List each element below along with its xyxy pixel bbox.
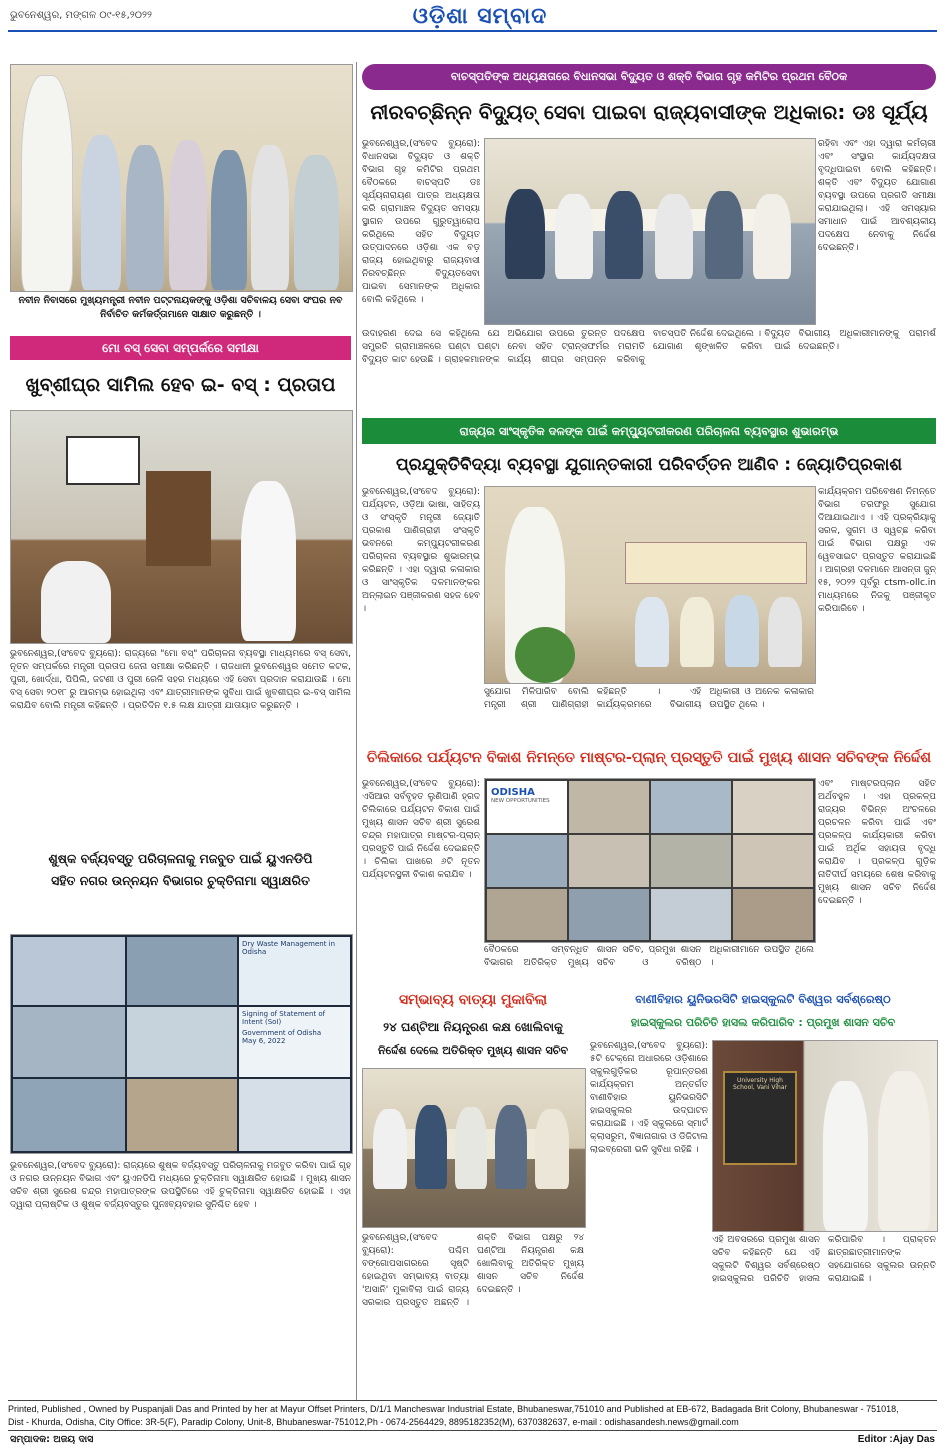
assembly-body-left: ଭୁବନେଶ୍ୱର,(ସଂବେଦ ବ୍ୟୁରୋ): ବିଧାନସଭା ବିଦ୍ୟୁତ ଓ ଶକ୍ତି ବିଭାଗ ଗୃହ କମିଟିର ପ୍ରଥମ ବୈଠକରେ ବାଚସ୍ପତି ଡଃ ସୂର୍ଯ୍ୟନାରାୟଣ ପାତ୍ର ଅଧ୍ୟକ୍ଷତା କରି ଗ୍ରାମାଞ୍ଚଳ ବିଦ୍ୟୁତ ସମସ୍ୟା ସ୍ଥାଗନ ଉପରେ ଗୁରୁତ୍ୱାରୋପ କରିଥିଲେ ସହିତ ବିଦ୍ୟୁତ ଉତ୍ପାଦନରେ ଓଡ଼ିଶା ଏକ ବଡ଼ ରାଜ୍ୟ ହୋଇଥିବାରୁ ରାଜ୍ୟବାସୀ ନିରବଚ୍ଛିନ୍ନ ବିଦ୍ୟୁତସେବା ପାଇବା ସେମାନଙ୍କ ଅଧିକାର ବୋଲି କହିଥିଲେ । [362, 139, 480, 305]
imprint-line-2: Dist - Khurda, Odisha, City Office: 3R-5(F), Paradip Colony, Unit-8, Bhubaneswar-751012,Ph - 0674-2564429, 8895182352(M), 6370382637, e-mail : odishasandesh.news@gmail.com [8, 1417, 739, 1427]
assembly-body-bottom: ଉଦାହରଣ ଦେଇ ସେ କହିଥିଲେ ଯେ ସମ୍ପ୍ରତି ଗ୍ରାମାଞ୍ଚଳରେ ଘଣ୍ଟା ଘଣ୍ଟା ବିଦ୍ୟୁତ କାଟ ହେଉଛି । ଗ୍ରାହକମାନଙ୍କ ଅଭିଯୋଗ ଉପରେ ତୁରନ୍ତ ପଦକ୍ଷେପ ନେବା ସହିତ ଟ୍ରାନ୍ସଫର୍ମର ମରାମତି କାର୍ଯ୍ୟ ଶୀଘ୍ର ସମ୍ପନ୍ନ କରିବାକୁ ବାଚସ୍ପତି ନିର୍ଦ୍ଦେଶ ଦେଇଥିଲେ । ବିଦ୍ୟୁତ ଯୋଗାଣ ଶୃଙ୍ଖଳିତ କରିବା ପାଇଁ ବିଭାଗୀୟ ଅଧିକାରୀମାନଙ୍କୁ ପରାମର୍ଶ ଦେଇଛନ୍ତି। [362, 329, 936, 365]
masthead-rule [8, 30, 937, 32]
school-plaque-text: University High School, Vani Vihar [732, 1077, 787, 1091]
chilika-screen-tagline: NEW OPPORTUNITIES [491, 798, 550, 804]
assembly-body-right: ରହିବା ଏବଂ ଏହା ଦ୍ୱାରା କର୍ମଚାରୀ ଏବଂ ସଂସ୍ଥାର କାର୍ଯ୍ୟଦକ୍ଷତା ବୃଦ୍ଧିପାଇବା ବୋଲି କହିଛନ୍ତି। ଶକ୍ତି ଏବଂ ବିଦ୍ୟୁତ ଯୋଗାଣ ବ୍ୟବସ୍ଥା ଉପରେ ପ୍ରଗତି ସମୀକ୍ଷା କରାଯାଇଥିଲା। ଏହି ସମସ୍ୟାର ସମାଧାନ ପାଇଁ ଆବଶ୍ୟକୀୟ ପଦକ୍ଷେପ ନେବାକୁ ନିର୍ଦ୍ଦେଶ ଦେଇଛନ୍ତି। [818, 139, 936, 253]
chilika-body-right: ଏବଂ ମାଷ୍ଟରପ୍ଲାନ ସହିତ ଅର୍ଥବହୁଳ । ଏହା ପ୍ରକଳ୍ପ ରାଜ୍ୟର ବିଭିନ୍ନ ଅଂଚଳରେ ପ୍ରଚଳନ କରିବା ପାଇଁ ଏବଂ ପ୍ରକଳ୍ପ କାର୍ଯ୍ୟକାରୀ କରିବା ପାଇଁ ଅର୍ଥିକ ସହାୟତା ବୃଦ୍ଧି କରାଯିବ । ପ୍ରକଳ୍ପ ଗୁଡ଼ିକ ନାତିଦୀର୍ଘ ସମୟରେ ଶେଷ କରିବାକୁ ମୁଖ୍ୟ ଶାସନ ସଚିବ ନିର୍ଦ୍ଦେଶ ଦେଇଛନ୍ତି । [818, 779, 936, 906]
culture-body-left: ଭୁବନେଶ୍ୱର,(ସଂବେଦ ବ୍ୟୁରୋ): ପର୍ଯ୍ୟଟନ, ଓଡ଼ିଆ ଭାଷା, ସାହିତ୍ୟ ଓ ସଂସ୍କୃତି ମନ୍ତ୍ରୀ ଜ୍ୟୋତି ପ୍ରକାଶ ପାଣିଗ୍ରାହୀ ସଂସ୍କୃତି ଭବନରେ କମ୍ପ୍ୟୁଟରୀକରଣ ପରିଚାଳନା ବ୍ୟବସ୍ଥାର ଶୁଭାରମ୍ଭ କରିଛନ୍ତି । ଏହା ଦ୍ୱାରା କଳାକାର ଓ ସାଂସ୍କୃତିକ ଦଳମାନଙ୍କର ଅନ୍‌ଲାଇନ ପଞ୍ଜୀକରଣ ସହଜ ହେବ । [362, 487, 480, 614]
culture-headline: ପ୍ରଯୁକ୍ତିବିଦ୍ୟା ବ୍ୟବସ୍ଥା ଯୁଗାନ୍ତକାରୀ ପରିବର୍ତ୍ତନ ଆଣିବ : ଜ୍ୟୋତିପ୍ରକାଶ [395, 455, 902, 475]
editor-odia: ସମ୍ପାଦକ: ଅଜୟ ଦାସ [10, 1434, 94, 1445]
mobus-headline: ଖୁବ୍‌ଶୀଘ୍ର ସାମିଲ ହେବ ଇ- ବସ୍ : ପ୍ରତାପ [25, 374, 336, 396]
assembly-kicker: ବାଚସ୍ପତିଙ୍କ ଅଧ୍ୟକ୍ଷତାରେ ବିଧାନସଭା ବିଦ୍ୟୁତ ଓ ଶକ୍ତି ବିଭାଗ ଗୃହ କମିଟିର ପ୍ରଥମ ବୈଠକ [362, 64, 936, 90]
drywaste-screen-date: May 6, 2022 [242, 1037, 286, 1045]
assembly-meeting-photo [484, 138, 816, 325]
culture-event-photo [484, 486, 816, 684]
cyclone-headline-1: ୨୪ ଘଣ୍ଟିଆ ନିୟନ୍ତ୍ରଣ କକ୍ଷ ଖୋଲିବାକୁ [383, 1020, 563, 1034]
school-headline-1: ବାଣୀବିହାର ୟୁନିଭରସିଟି ହାଇସ୍କୁଲଟି ବିଶ୍ୱର ସର୍ବଶ୍ରେଷ୍ଠ [635, 992, 891, 1006]
drywaste-body: ଭୁବନେଶ୍ୱର,(ସଂବେଦ ବ୍ୟୁରୋ): ରାଜ୍ୟରେ ଶୁଷ୍କ ବର୍ଜ୍ୟବସ୍ତୁ ପରିଚାଳନାକୁ ମଜବୁତ କରିବା ପାଇଁ ଗୃହ ଓ ନଗର ଉନ୍ନୟନ ବିଭାଗ ଏବଂ ୟୁଏନଡିପି ମଧ୍ୟରେ ଚୁକ୍ତିନାମା ସ୍ୱାକ୍ଷରିତ ହୋଇଛି । ମୁଖ୍ୟ ଶାସନ ସଚିବ ଶ୍ରୀ ସୁରେଶ ଚନ୍ଦ୍ର ମହାପାତ୍ରଙ୍କ ଉପସ୍ଥିତିରେ ଏହି ଚୁକ୍ତିନାମା ସ୍ୱାକ୍ଷରିତ ହୋଇଛି । ଏହା ଦ୍ୱାରା ପ୍ଲାଷ୍ଟିକ ଓ ଶୁଷ୍କ ବର୍ଜ୍ୟବସ୍ତୁର ପୁନଃବ୍ୟବହାର ସୁନିଶ୍ଚିତ ହେବ । [10, 1161, 351, 1210]
dateline: ଭୁବନେଶ୍ୱର, ମଙ୍ଗଳ ୦୯-୧୫,୨୦୨୨ [10, 10, 152, 21]
school-body-left: ଭୁବନେଶ୍ୱର,(ସଂବେଦ ବ୍ୟୁରୋ): ୫ଟି ଟେକ୍ନୋ ଅଧାରରେ ଓଡ଼ିଶାରେ ସ୍କୁଲଗୁଡ଼ିକର ରୂପାନ୍ତରଣ କାର୍ଯ୍ୟକ୍ରମ ଅନ୍ତର୍ଗତ ବାଣୀବିହାର ୟୁନିଭରସିଟି ହାଇସ୍କୁଲର ଉଦ୍‌ଘାଟନ କରାଯାଇଛି । ଏହି ସ୍କୁଲରେ ସ୍ମାର୍ଟ କ୍ଲାସରୁମ, ବିଜ୍ଞାନାଗାର ଓ ଡିଜିଟାଲ ଲାଇବ୍ରେରୀ ଭଳି ସୁବିଧା ରହିଛି । [590, 1041, 708, 1155]
school-body-right: ଏହି ଅବସରରେ ପ୍ରମୁଖ ଶାସନ ସଚିବ କହିଛନ୍ତି ଯେ ଏହି ସ୍କୁଲଟି ବିଶ୍ୱର ସର୍ବଶ୍ରେଷ୍ଠ ହାଇସ୍କୁଲର ପରିଚିତି ହାସଲ କରିପାରିବ । ପ୍ରାକ୍ତନ ଛାତ୍ରଛାତ୍ରୀମାନଙ୍କ ସହଯୋଗରେ ସ୍କୁଲର ଉନ୍ନତି କରାଯାଇଛି । [712, 1235, 936, 1284]
cm-photo-caption: ନବୀନ ନିବାସରେ ମୁଖ୍ୟମନ୍ତ୍ରୀ ନବୀନ ପଟ୍ଟନାୟକଙ୍କୁ ଓଡ଼ିଶା ସଚିବାଳୟ ସେବା ସଂଘର ନବ ନିର୍ବାଚିତ କର୍ମକର୍ତ୍ତାମାନେ ସାକ୍ଷାତ କରୁଛନ୍ତି । [18, 295, 343, 320]
drywaste-headline-2: ସହିତ ନଗର ଉନ୍ନୟନ ବିଭାଗର ଚୁକ୍ତିନାମା ସ୍ୱାକ୍ଷରିତ [51, 873, 310, 888]
culture-body-bottom: ସୁଯୋଗ ମିଳିପାରିବ ବୋଲି ମନ୍ତ୍ରୀ ଶ୍ରୀ ପାଣିଗ୍ରାହୀ କହିଛନ୍ତି । ଏହି କାର୍ଯ୍ୟକ୍ରମରେ ବିଭାଗୀୟ ଅଧିକାରୀ ଓ ଅନେକ କଳାକାର ଉପସ୍ଥିତ ଥିଲେ । [484, 687, 814, 710]
drywaste-videocall-photo [10, 934, 353, 1154]
chilika-headline: ଚିଲିକାରେ ପର୍ଯ୍ୟଟନ ବିକାଶ ନିମନ୍ତେ ମାଷ୍ଟର-ପ୍ଲାନ୍ ପ୍ରସ୍ତୁତି ପାଇଁ ମୁଖ୍ୟ ଶାସନ ସଚିବଙ୍କ ନିର୍ଦ୍ଦେଶ [366, 750, 932, 766]
chilika-body-bottom: ବୈଠକରେ ସମ୍ବନ୍ଧିତ ବିଭାଗର ଅତିରିକ୍ତ ମୁଖ୍ୟ ଶାସନ ସଚିବ, ପ୍ରମୁଖ ଶାସନ ସଚିବ ଓ ବରିଷ୍ଠ ଅଧିକାରୀମାନେ ଉପସ୍ଥିତ ଥିଲେ । [484, 945, 814, 968]
imprint-line-1: Printed, Published , Owned by Puspanjali Das and Printed by her at Mayur Offset Printers, D/1/1 Mancheswar Industrial Estate, Bhubaneswar,751010 and Published at EB-672, Badagada Brit Colony, Bhubaneswar - 751018, [8, 1404, 899, 1414]
drywaste-screen-title: Dry Waste Management in Odisha [242, 940, 336, 956]
cm-meeting-photo [10, 64, 353, 292]
mobus-review-photo [10, 410, 353, 644]
drywaste-screen-govt: Government of Odisha [242, 1029, 322, 1037]
cyclone-kicker: ସମ୍ଭାବ୍ୟ ବାତ୍ୟା ମୁକାବିଲା [398, 992, 548, 1008]
editor-english: Editor :Ajay Das [857, 1434, 935, 1445]
drywaste-headline-1: ଶୁଷ୍କ ବର୍ଜ୍ୟବସ୍ତୁ ପରିଚାଳନାକୁ ମଜବୁତ ପାଇଁ ୟୁଏନଡିପି [48, 851, 313, 866]
mobus-body: ଭୁବନେଶ୍ୱର,(ସଂବେଦ ବ୍ୟୁରୋ): ରାଜ୍ୟରେ "ମୋ ବସ୍" ପରିଚାଳନା ବ୍ୟବସ୍ଥା ମାଧ୍ୟମରେ ବସ୍ ସେବା, ନୂତନ ସମ୍ପର୍କରେ ମନ୍ତ୍ରୀ ପ୍ରତାପ ଜେନା ସମୀକ୍ଷା କରିଛନ୍ତି । ରାଜଧାନୀ ଭୁବନେଶ୍ୱର ସମେତ କଟକ, ପୁରୀ, ଖୋର୍ଦ୍ଧା, ପିପିଲି, ଜଟଣୀ ଓ ପୁରୀ ରେଳି ସହର ମଧ୍ୟରେ ଏହି ସେବା ପ୍ରଦାନ କରାଯାଉଛି । ମୋ ବସ୍ ସେବା ୨୦୧୮ ରୁ ଆରମ୍ଭ ହୋଇଥିଲା ଏବଂ ଯାତ୍ରୀମାନଙ୍କ ସୁବିଧା ପାଇଁ ଖୁବଶୀଘ୍ର ଇ-ବସ୍ ସାମିଲ କରାଯିବ ବୋଲି ମନ୍ତ୍ରୀ କହିଛନ୍ତି । ପ୍ରତିଦିନ ୧.୫ ଲକ୍ଷ ଯାତ୍ରୀ ଯାତାୟାତ କରୁଛନ୍ତି । [10, 649, 351, 711]
culture-body-right: କାର୍ଯ୍ୟକ୍ରମ ପରିବେଷଣ ନିମନ୍ତେ ବିଭାଗ ତରଫରୁ ସୁଯୋଗ ଦିଆଯାଇଥାଏ । ଏହି ପ୍ରକ୍ରିୟାକୁ ସରଳ, ସୁଗମ ଓ ସ୍ୱଚ୍ଛ କରିବା ପାଇଁ ବିଭାଗ ପକ୍ଷରୁ ଏକ ୱେବସାଇଟ ପ୍ରସ୍ତୁତ କରାଯାଇଛି । ଆଗ୍ରହୀ ଦଳମାନେ ଆସନ୍ତା ଜୁନ୍ ୧୫, ୨୦୨୨ ପୂର୍ବରୁ ctsm-ollc.in ମାଧ୍ୟମରେ ନିଜକୁ ପଞ୍ଜୀକୃତ କରିପାରିବେ । [818, 487, 936, 614]
masthead-logo: ଓଡ଼ିଶା ସମ୍ବାଦ [412, 4, 548, 29]
school-headline-2: ହାଇସ୍କୁଲର ପରିଚିତି ହାସଲ କରିପାରିବ : ପ୍ରମୁଖ ଶାସନ ସଚିବ [630, 1016, 896, 1029]
chilika-body-left: ଭୁବନେଶ୍ୱର,(ସଂବେଦ ବ୍ୟୁରୋ): ଏସିଆର ସର୍ବବୃହତ ଲୁଣିପାଣି ହ୍ରଦ ଚିଲିକାରେ ପର୍ଯ୍ୟଟନ ବିକାଶ ପାଇଁ ମୁଖ୍ୟ ଶାସନ ସଚିବ ଶ୍ରୀ ସୁରେଶ ଚନ୍ଦ୍ର ମହାପାତ୍ର ମାଷ୍ଟର-ପ୍ଲାନ୍ ପ୍ରସ୍ତୁତି ପାଇଁ ନିର୍ଦ୍ଦେଶ ଦେଇଛନ୍ତି । ଚିଲିକା ପାଖରେ ୬ଟି ନୂତନ ପର୍ଯ୍ୟଟନସ୍ଥଳୀ ବିକାଶ କରାଯିବ । [362, 779, 480, 880]
drywaste-screen-subtitle: Signing of Statement of Intent (SoI) [242, 1010, 326, 1026]
footer-rule [8, 1400, 937, 1401]
footer-rule-2 [8, 1430, 937, 1431]
mobus-kicker: ମୋ ବସ୍ ସେବା ସମ୍ପର୍କରେ ସମୀକ୍ଷା [10, 336, 351, 360]
cyclone-body: ଭୁବନେଶ୍ୱର,(ସଂବେଦ ବ୍ୟୁରୋ): ପଶ୍ଚିମ ବଙ୍ଗୋପସାଗରରେ ସୃଷ୍ଟି ହୋଇଥିବା ସମ୍ଭାବ୍ୟ ବାତ୍ୟା 'ଅସାନି' ମୁକାବିଲା ପାଇଁ ରାଜ୍ୟ ସରକାର ପ୍ରସ୍ତୁତ ଅଛନ୍ତି । ଶକ୍ତି ବିଭାଗ ପକ୍ଷରୁ ୨୪ ଘଣ୍ଟିଆ ନିୟନ୍ତ୍ରଣ କକ୍ଷ ଖୋଲିବାକୁ ଅତିରିକ୍ତ ମୁଖ୍ୟ ଶାସନ ସଚିବ ନିର୍ଦ୍ଦେଶ ଦେଇଛନ୍ତି । [362, 1233, 584, 1308]
chilika-screen-logo: ODISHA [491, 787, 535, 798]
cyclone-meeting-photo [362, 1068, 586, 1228]
column-rule [356, 62, 357, 1400]
school-inauguration-photo [712, 1040, 938, 1232]
cyclone-headline-2: ନିର୍ଦ୍ଦେଶ ଦେଲେ ଅତିରିକ୍ତ ମୁଖ୍ୟ ଶାସନ ସଚିବ [377, 1044, 569, 1057]
culture-kicker: ରାଜ୍ୟର ସାଂସ୍କୃତିକ ଦଳଙ୍କ ପାଇଁ କମ୍ପ୍ୟୁଟରୀକରଣ ପରିଚାଳନା ବ୍ୟବସ୍ଥାର ଶୁଭାରମ୍ଭ [362, 418, 936, 444]
assembly-headline: ନୀରବଚ୍ଛିନ୍ନ ବିଦ୍ୟୁତ୍ ସେବା ପାଇବା ରାଜ୍ୟବାସୀଙ୍କ ଅଧିକାର: ଡଃ ସୂର୍ଯ୍ୟ [370, 100, 928, 124]
chilika-videocall-photo [484, 778, 816, 943]
